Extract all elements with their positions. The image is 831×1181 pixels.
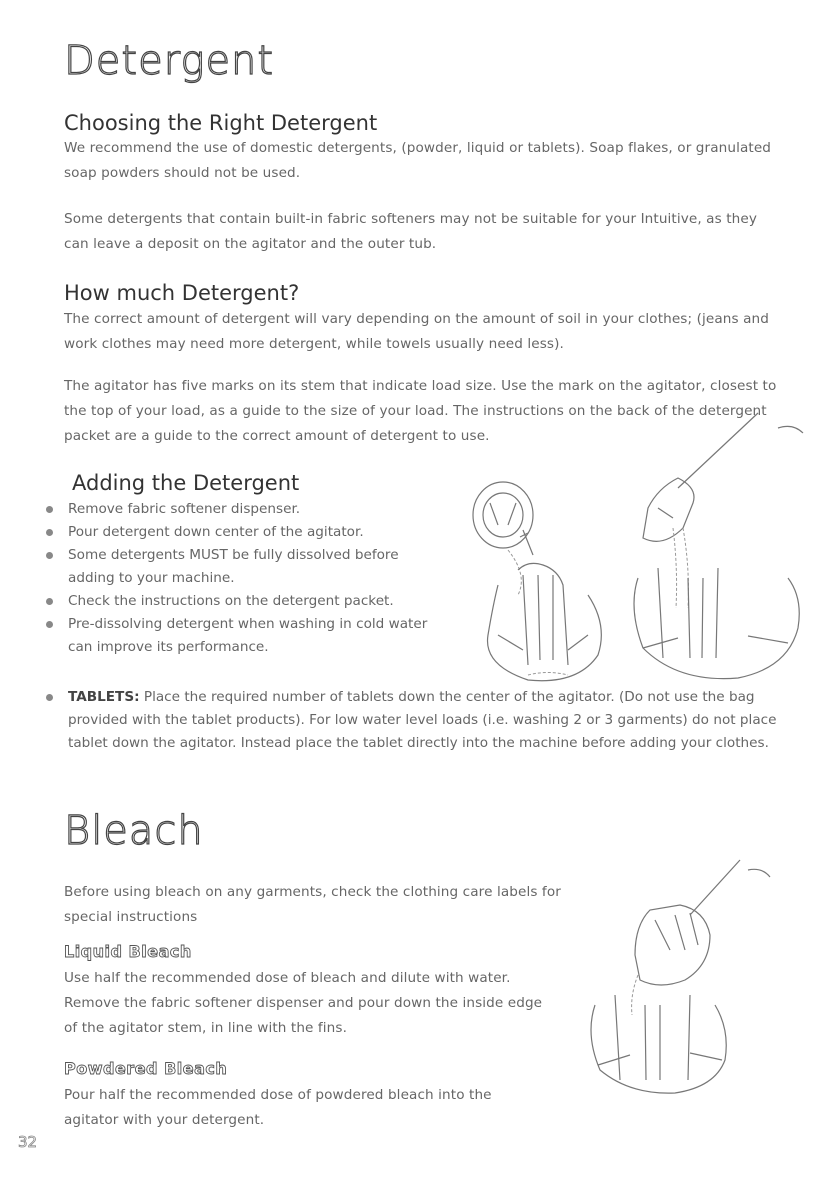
paragraph-how-much-2: The agitator has five marks on its stem that indicate load size. Use the mark on the agitator, closest to the top of your load, as a guide to the size of your load. The instructions on the back of the detergent packet are a guide to the correct amount of detergent to use.: [64, 378, 777, 444]
liquid-bleach-text: Use half the recommended dose of bleach and dilute with water. Remove the fabric softener dispenser and pour down the inside edge of the agitator stem, in line with the fins.: [64, 970, 543, 1036]
tablets-list: [46, 686, 786, 755]
bleach-intro: Before using bleach on any garments, check the clothing care labels for special instructions: [64, 884, 561, 925]
list-item: Check the instructions on the detergent packet.: [46, 590, 456, 613]
paragraph-choosing-2: Some detergents that contain built-in fabric softeners may not be suitable for your Intuitive, as they can leave a deposit on the agitator and the outer tub.: [64, 211, 757, 252]
heading-liquid-bleach: Liquid Bleach: [64, 942, 192, 961]
tablets-paragraph: [46, 686, 786, 755]
heading-choosing-detergent: Choosing the Right Detergent: [64, 111, 378, 135]
list-item: Remove fabric softener dispenser.: [46, 498, 456, 521]
paragraph-choosing-1: We recommend the use of domestic detergents, (powder, liquid or tablets). Soap flakes, or granulated soap powders should not be used.: [64, 140, 772, 181]
adding-detergent-list: [46, 498, 456, 659]
page-title-detergent: Detergent: [64, 38, 275, 84]
paragraph-how-much-1: The correct amount of detergent will vary depending on the amount of soil in your clothes; (jeans and work clothes may need more detergent, while towels usually need less).: [64, 311, 769, 352]
list-item: Some detergents MUST be fully dissolved before adding to your machine.: [46, 544, 428, 590]
page-title-bleach: Bleach: [64, 808, 204, 854]
bleach-pouring-illustration: [580, 855, 780, 1100]
heading-how-much-detergent: How much Detergent?: [64, 281, 300, 305]
list-item: [46, 686, 786, 755]
powdered-bleach-text: Pour half the recommended dose of powdered bleach into the agitator with your detergent.: [64, 1087, 492, 1128]
tablets-text: Place the required number of tablets down the center of the agitator. (Do not use the bag provided with the tablet products). For low water level loads (i.e. washing 2 or 3 garments) do not place tablet down the agitator. Instead place the tablet directly into the machine before adding your clothes.: [68, 689, 777, 751]
heading-adding-detergent: Adding the Detergent: [72, 471, 300, 495]
detergent-pouring-illustration: [618, 408, 818, 693]
list-item: Pre-dissolving detergent when washing in cold water can improve its performance.: [46, 613, 448, 659]
page-number: 32: [18, 1133, 38, 1151]
agitator-dispenser-removal-illustration: [468, 475, 618, 690]
heading-powdered-bleach: Powdered Bleach: [64, 1059, 228, 1078]
list-item: Pour detergent down center of the agitator.: [46, 521, 456, 544]
tablets-lead: TABLETS:: [68, 689, 140, 705]
